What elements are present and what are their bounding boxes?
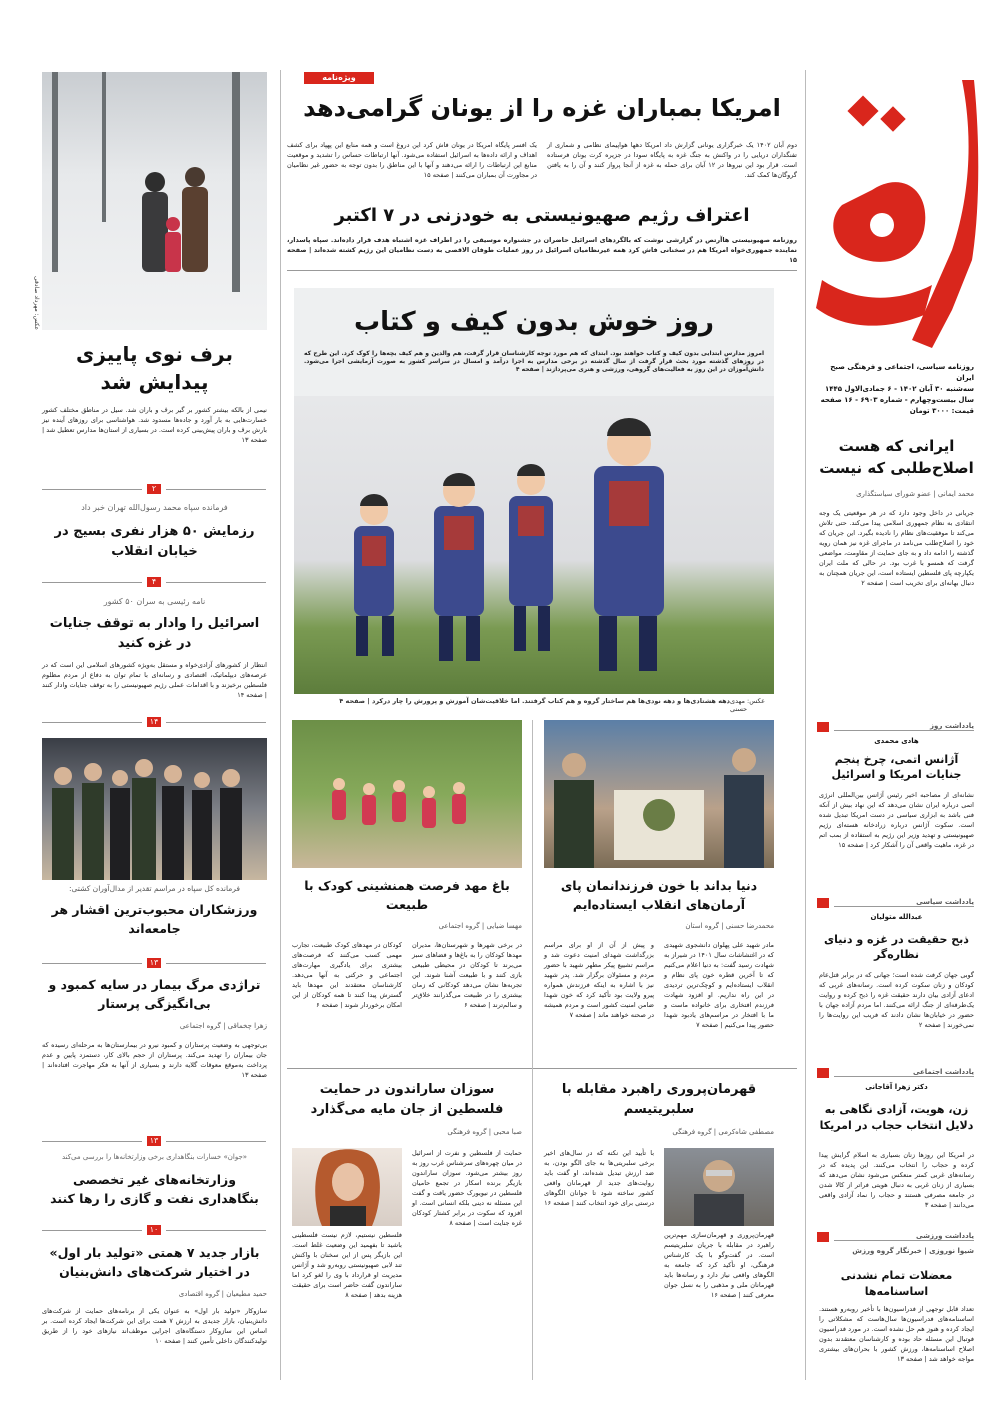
masthead-tagline: روزنامه سیاسی، اجتماعی و فرهنگی صبح ایران (830, 363, 974, 382)
award-caption: فرمانده کل سپاه در مراسم تقدیر از مدال‌آوران کشتی: (69, 884, 240, 893)
bottom-left-photo (292, 1148, 402, 1226)
bottom-left-col-a: حمایت از فلسطین و نفرت از اسرائیل در میان چهره‌های سرشناس غرب روز به روز بیشتر می‌شود. سوزان ساراندون بازیگر برنده اسکار در تجمع حامیان فلسطین در نیویورک حضور یافت و گفت این مسئله نه دینی بلکه انسانی است. او افزود که سکوت در برابر کشتار کودکان غزه جنایت است | صفحه ۸ (412, 1149, 522, 1227)
photo-story-headline: روز خوش بدون کیف و کتاب (354, 307, 714, 337)
lead-kicker: ویژه‌نامه (304, 72, 374, 84)
item-2-separator (42, 722, 142, 723)
nurse-author: زهرا چخماقی | گروه اجتماعی (179, 1022, 267, 1030)
photo-story-text: امروز مدارس ابتدایی بدون کیف و کتاب خواهند بود. ابتدای که هم مورد توجه کارشناسان قرار گرفت، هم والدین و هم کیف بچه‌ها را کوک کرد. این طرح که در روزهای گذشته مورد بحث قرار گرفت از سال گذشته در برخی مدارس به اجرا درآمد و امسال در سراسر کشور به صورت آزمایشی اجرا می‌شود. دانش‌آموزان در این روز به فعالیت‌های گروهی، ورزشی و هنری می‌پردازند | صفحه ۴ (304, 350, 764, 373)
mid-right-col-a: مادر شهید علی پهلوان دانشجوی شهیدی که در اغتشاشات سال ۱۴۰۱ در شیراز به شهادت رسید گفت: به دنیا اعلام می‌کنیم که تا آخرین قطره خون پای نظام و انقلاب ایستاده‌ایم و کوچک‌ترین تردیدی در این راه نداریم. او افزود شهادت فرزندم افتخاری برای خانواده ماست و ما با افتخار در مراسم‌های یادبود شهدا حضور پیدا می‌کنیم | صفحه ۷ (664, 941, 774, 1029)
page-ref-award: ۱۳ (147, 958, 161, 968)
note-2-label: یادداشت سیاسی (834, 898, 974, 907)
snow-separator-2 (166, 489, 266, 490)
note-4-label: یادداشت ورزشی (834, 1232, 974, 1241)
bottom-left-author: صبا محبی | گروه فرهنگی (447, 1128, 522, 1136)
lead-col-right: دوم آبان ۱۴۰۲ یک خبرگزاری یونانی گزارش داد امریکا دهها هواپیمای نظامی و شماری از تفنگداران دریایی را در واکنش به جنگ غزه به پایگاه سودا در جزیره کرت یونان فرستاده است. قرار بود این نیروها در ۱۲ آبان برای حمله به غزه از آنجا پرواز کنند و آن را به یافتن گروگان‌ها کمک کند. (547, 141, 798, 179)
photo-story-caption: دهه هشتادی‌ها و دهه نودی‌ها هم ساختار گروه و هم کتاب گرفتند. اما خلاقیت‌شان آموزش و پرورش را چار درکرد | صفحه ۴ (339, 697, 730, 705)
note-1-marker (817, 722, 829, 732)
award-separator (42, 963, 142, 964)
item-2-text: انتظار از کشورهای آزادی‌خواه و مستقل به‌ویژه کشورهای اسلامی این است که در عرصه‌های دیپلماتیک، اقتصادی و رسانه‌ای با تمام توان به دفاع از مردم مظلوم فلسطین برخیزند و با اقدامات عملی رژیم صهیونیستی را به توقف جنایات وادار کنند | صفحه ۱۴ (42, 661, 267, 699)
note-3-author: دکتر زهرا آقاجانی (865, 1083, 928, 1091)
mid-left-col-b: کودکان در مهدهای کودک طبیعت، تجارب مهمی کسب می‌کنند که فرصت‌های بیشتری برای یادگیری مهارت‌های اجتماعی و حرکتی به آنها می‌دهد. کارشناسان معتقدند این مهدها باید گسترش پیدا کنند تا همه کودکان از این امکان برخوردار شوند | صفحه ۶ (292, 941, 402, 1009)
page-ref-item-2: ۱۴ (147, 717, 161, 727)
mid-right-author: محمدرضا حسنی | گروه استان (685, 922, 774, 930)
snow-photo-credit: عکس: مهرداد صادقی (33, 275, 40, 330)
award-separator-2 (166, 963, 266, 964)
note-3-label: یادداشت اجتماعی (834, 1068, 974, 1077)
bottom-right-author: مصطفی شاه‌کرمی | گروه فرهنگی (672, 1128, 774, 1136)
snow-photo (42, 72, 267, 330)
snow-headline: برف نوی پاییزی پیدایش شد (76, 342, 233, 394)
market-headline: بازار جدید ۷ همتی «تولید بار اول» در اختیار شرکت‌های دانش‌بنیان (49, 1245, 260, 1279)
note-4-headline: معضلات تمام نشدنی اساسنامه‌ها (840, 1269, 953, 1298)
bottom-left-col-b: فلسطین نیستیم، لازم نیست فلسطینی باشید تا بفهمید این وضعیت غلط است. این بازیگر پس از این سخنان با واکنش تند لابی صهیونیستی روبه‌رو شد و آژانس مدیریت او قرارداد با وی را لغو کرد اما ساراندون گفت حاضر است برای حقیقت هزینه بدهد | صفحه ۸ (292, 1231, 402, 1299)
note-2-headline: ذبح حقیقت در غزه و دنیای نظاره‌گر (824, 933, 969, 961)
note-1-text: نشانه‌ای از مصاحبه اخیر رئیس آژانس بین‌المللی انرژی اتمی درباره ایران نشان می‌دهد که این نهاد بیش از آنکه فنی باشد به ابزاری سیاسی در دست امریکا تبدیل شده است. سکوت آژانس درباره زرادخانه هسته‌ای رژیم صهیونیستی و تهدید وزیر این رژیم به استفاده از بمب اتم در غزه، ماهیت واقعی آن را آشکار کرد | صفحه ۱۵ (819, 791, 974, 849)
editorial-author: محمد ایمانی | عضو شورای سیاستگذاری (856, 490, 974, 498)
item-1-separator (42, 582, 142, 583)
mid-right-col-b: و پیش از آن از او برای مراسم بزرگداشت شهدای امنیت دعوت شد و مراسم تشییع پیکر مطهر شهید با حضور مردم و مسئولان برگزار شد. پدر شهید نیز با اشاره به اینکه فرزندش همواره پیرو ولایت بود تأکید کرد که خون شهدا ضامن امنیت کشور است و مردم همیشه در صحنه خواهند ماند | صفحه ۷ (544, 941, 654, 1019)
editorial-headline: ایرانی که هست اصلاح‌طلبی که نیست (819, 437, 974, 477)
mid-right-headline: دنیا بداند با خون فرزندانمان پای آرمان‌های انقلاب ایستاده‌ایم (560, 878, 758, 912)
market-text: سازوکار «تولید بار اول» به عنوان یکی از برنامه‌های حمایت از شرکت‌های دانش‌بنیان، بازار جدیدی به ارزش ۷ همت برای این شرکت‌ها ایجاد کرده است. بر اساس این سازوکار دستگاه‌های اجرایی موظف‌اند نیازهای خود را از طریق تولیدکنندگان داخلی تأمین کنند | صفحه ۱۰ (42, 1307, 267, 1345)
snow-separator (42, 489, 142, 490)
nurse-text: بی‌توجهی به وضعیت پرستاران و کمبود نیرو در بیمارستان‌ها به مرحله‌ای رسیده که جان بیماران را تهدید می‌کند. پرستاران از حجم بالای کار، دستمزد پایین و عدم پرداخت به‌موقع معوقات گلایه دارند و بسیاری از آنها به فکر مهاجرت افتاده‌اند | صفحه ۱۳ (42, 1041, 267, 1079)
note-3-marker (817, 1068, 829, 1078)
item-2-kicker: نامه رئیسی به سران ۵۰ کشور (103, 597, 206, 606)
editorial-text: جریانی در داخل وجود دارد که در هر موقعیتی یک وجه انتقادی به نظام جمهوری اسلامی پیدا می‌کند. حتی تلاش می‌کند تا موفقیت‌های نظام را نادیده بگیرد. این جریان که خود را اصلاح‌طلب می‌نامد در ماجرای غزه نیز همان رویه گذشته را ادامه داد و به جای حمایت از مقاومت، مواضعی گرفت که همسو با غرب بود. در حالی که ملت ایران یکپارچه پای فلسطین ایستاده است، این جریان همچنان به دنبال بهانه‌ای برای تخریب است | صفحه ۲ (819, 509, 974, 587)
note-1-label: یادداشت روز (834, 722, 974, 731)
mid-divider (532, 720, 533, 1380)
mid-right-photo (544, 720, 774, 868)
note-2-marker (817, 898, 829, 908)
page-ref-ministry: ۱۰ (147, 1225, 161, 1235)
snow-text: نیمی از بالکه بیشتر کشور بر گیر برف و باران شد. سیل در مناطق مختلف کشور خسارت‌هایی به بار آورد و جاده‌ها مسدود شد. هواشناسی برای روزهای آینده نیز بارش برف و باران پیش‌بینی کرده است. در بسیاری از استان‌ها مدارس تعطیل شد | صفحه ۱۳ (42, 406, 267, 444)
market-author: حمید مطیعیان | گروه اقتصادی (178, 1290, 267, 1298)
right-column-divider (805, 70, 806, 1380)
note-4-marker (817, 1232, 829, 1242)
masthead-info (814, 362, 974, 414)
item-2-headline: اسرائیل را وادار به توقف جنایات در غزه کنید (49, 616, 260, 651)
page-ref-snow: ۲ (147, 484, 161, 494)
masthead-price: قیمت: ۳۰۰۰ تومان (909, 407, 974, 415)
item-1-separator-2 (166, 582, 266, 583)
lead-col-left: یک افسر پایگاه امریکا در یونان فاش کرد این دروغ است و همه منابع این پهپاد برای کشف اهداف و ارائه داده‌ها به اسرائیل استفاده می‌شود. آنها ارتباطات حساس را تشدید و موقعیت منابع این ارتباطات را ارائه می‌دهند و آنها با این مناطق را بدون توجه به حضور غیر نظامیان در مجاورت آن بمباران می‌کنند | صفحه ۱۵ (287, 141, 537, 179)
note-3-text: در امریکا این روزها زنان بسیاری به اسلام گرایش پیدا کرده و حجاب را انتخاب می‌کنند. این پدیده که در رسانه‌های غربی کمتر منعکس می‌شود نشان می‌دهد که بسیاری از زنان غربی به دنبال هویتی فراتر از کالا شدن در جامعه مصرفی هستند و حجاب را نماد آزادی واقعی می‌دانند | صفحه ۳ (819, 1151, 974, 1209)
mid-left-author: مهسا ضیایی | گروه اجتماعی (438, 922, 522, 930)
award-photo (42, 738, 267, 880)
photo-story-credit: عکس: مهدی حسنی (730, 697, 765, 713)
item-1-headline: رزمایش ۵۰ هزار نفری بسیج در خیابان انقلاب (54, 524, 255, 559)
note-2-author: عبدالله متولیان (870, 913, 923, 921)
ministry-kicker: «جوان» خسارات بنگاهداری برخی وزارتخانه‌ها را بررسی می‌کند (61, 1153, 248, 1161)
left-column-divider (280, 70, 281, 1380)
nurse-headline: تراژدی مرگ بیمار در سایه کمبود و بی‌انگیزگی پرستار (48, 977, 261, 1011)
page-ref-item-1: ۴ (147, 577, 161, 587)
note-4-text: تعداد قابل توجهی از فدراسیون‌ها با تأخیر روبه‌رو هستند. اساسنامه‌های فدراسیون‌ها سال‌هاست که مشکلاتی را ایجاد کرده و هنوز هم حل نشده است. در مورد فدراسیون فوتبال این مسئله حاد بوده و کارشناسان معتقدند بدون اصلاح اساسنامه‌ها، ورزش کشور با بحران‌های بیشتری مواجه خواهد شد | صفحه ۱۳ (819, 1305, 974, 1363)
item-2-separator-2 (166, 722, 266, 723)
note-4-author: شیوا نوروزی | خبرنگار گروه ورزش (852, 1247, 974, 1255)
masthead-date: سه‌شنبه ۳۰ آبان ۱۴۰۲ - ۶ جمادی‌الاول ۱۴۴۵ (824, 385, 974, 393)
ministry-separator-2 (166, 1230, 266, 1231)
lead-headline: امریکا بمباران غزه را از یونان گرامی‌دهد (303, 94, 781, 122)
mid-left-photo (292, 720, 522, 868)
mid-separator (287, 1068, 797, 1069)
note-1-author: هادی محمدی (874, 737, 919, 745)
bottom-left-headline: سوزان ساراندون در حمایت فلسطین از جان مایه می‌گذارد (310, 1082, 504, 1117)
ministry-separator (42, 1230, 142, 1231)
masthead-issue: سال بیست‌وچهارم - شماره ۶۹۰۳ - ۱۶ صفحه (820, 396, 974, 404)
nurse-separator-2 (166, 1141, 266, 1142)
lead-sub-headline: اعتراف رژیم صهیونیستی به خودزنی در ۷ اکتبر (334, 205, 750, 226)
mid-left-col-a: در برخی شهرها و شهرستان‌ها، مدیران مهدها کودکان را به باغ‌ها و فضاهای سبز می‌برند تا کودکان در محیطی طبیعی بازی کنند و با طبیعت آشنا شوند. این تجربه‌ها نشان می‌دهد کودکانی که زمان بیشتری را در طبیعت می‌گذرانند خلاق‌تر و سالم‌ترند | صفحه ۶ (412, 941, 522, 1009)
award-headline: ورزشکاران محبوب‌ترین اقشار هر جامعه‌اند (51, 902, 258, 936)
logo-mark (812, 70, 980, 360)
page-ref-nurse: ۱۳ (147, 1136, 161, 1146)
ministry-headline: وزارتخانه‌های غیر تخصصی بنگاهداری نفت و گازی را رها کنند (50, 1172, 259, 1206)
item-1-kicker: فرمانده سپاه محمد رسول‌الله تهران خبر داد (81, 503, 228, 512)
bottom-right-col-b: با تأیید این نکته که در سال‌های اخیر برخی سلبریتی‌ها به جای الگو بودن، به ضد ارزش تبدیل شده‌اند، او گفت باید روایت‌های جدید از قهرمانان واقعی کشور ساخته شود تا جوانان الگوهای درستی برای خود انتخاب کنند | صفحه ۱۶ (544, 1149, 654, 1207)
note-3-headline: زن، هویت، آزادی نگاهی به دلایل انتخاب حجاب در امریکا (819, 1103, 974, 1132)
photo-story-image (294, 396, 774, 694)
nurse-separator (42, 1141, 142, 1142)
mid-left-headline: باغ مهد فرصت همنشینی کودک با طبیعت (304, 878, 510, 912)
lead-separator (287, 270, 797, 271)
masthead-logo (812, 70, 980, 360)
bottom-right-col-a: قهرمان‌پروری و قهرمان‌سازی مهم‌ترین راهبرد در مقابله با جریان سلبریتیسم است. در گفت‌وگو با یک کارشناس فرهنگی، او تأکید کرد که جامعه به الگوهای واقعی نیاز دارد و رسانه‌ها باید قهرمانان ملی و مذهبی را به نسل جوان معرفی کنند | صفحه ۱۶ (664, 1231, 774, 1299)
lead-sub-text: روزنامه صهیونیستی هاآرتص در گزارشی نوشت که بالگردهای اسرائیل حاضران در جشنواره موسیقی را در اطراف غزه اشتباه هدف قرار داده‌اند. سپاه‌ پاسدار، نماینده جمهوری‌خواه امریکا هم در سخنانی فاش کرد همه غیرنظامیان اسرائیل در روز عملیات طوفان الاقصی به دست نظامیان این رژیم کشته شده‌اند | صفحه ۱۵ (287, 236, 797, 264)
bottom-right-headline: قهرمان‌پروری راهبرد مقابله با سلبریتیسم (561, 1082, 757, 1117)
note-2-text: گوبی جهان کرفت شده است؛ جهانی که در برابر قتل‌عام کودکان و زنان سکوت کرده است. رسانه‌های غربی که ادعای آزادی بیان دارند حقیقت غزه را ذبح کرده و روایت یک‌طرفه‌ای از جنگ ارائه می‌کنند. اما مردم آزاده جهان با حضور در خیابان‌ها نشان دادند که فریب این روایت‌ها را نمی‌خورند | صفحه ۲ (819, 971, 974, 1029)
note-1-headline: آژانس اتمی، چرخ پنجم جنایات امریکا و اسرائیل (831, 753, 962, 781)
bottom-right-photo (664, 1148, 774, 1226)
